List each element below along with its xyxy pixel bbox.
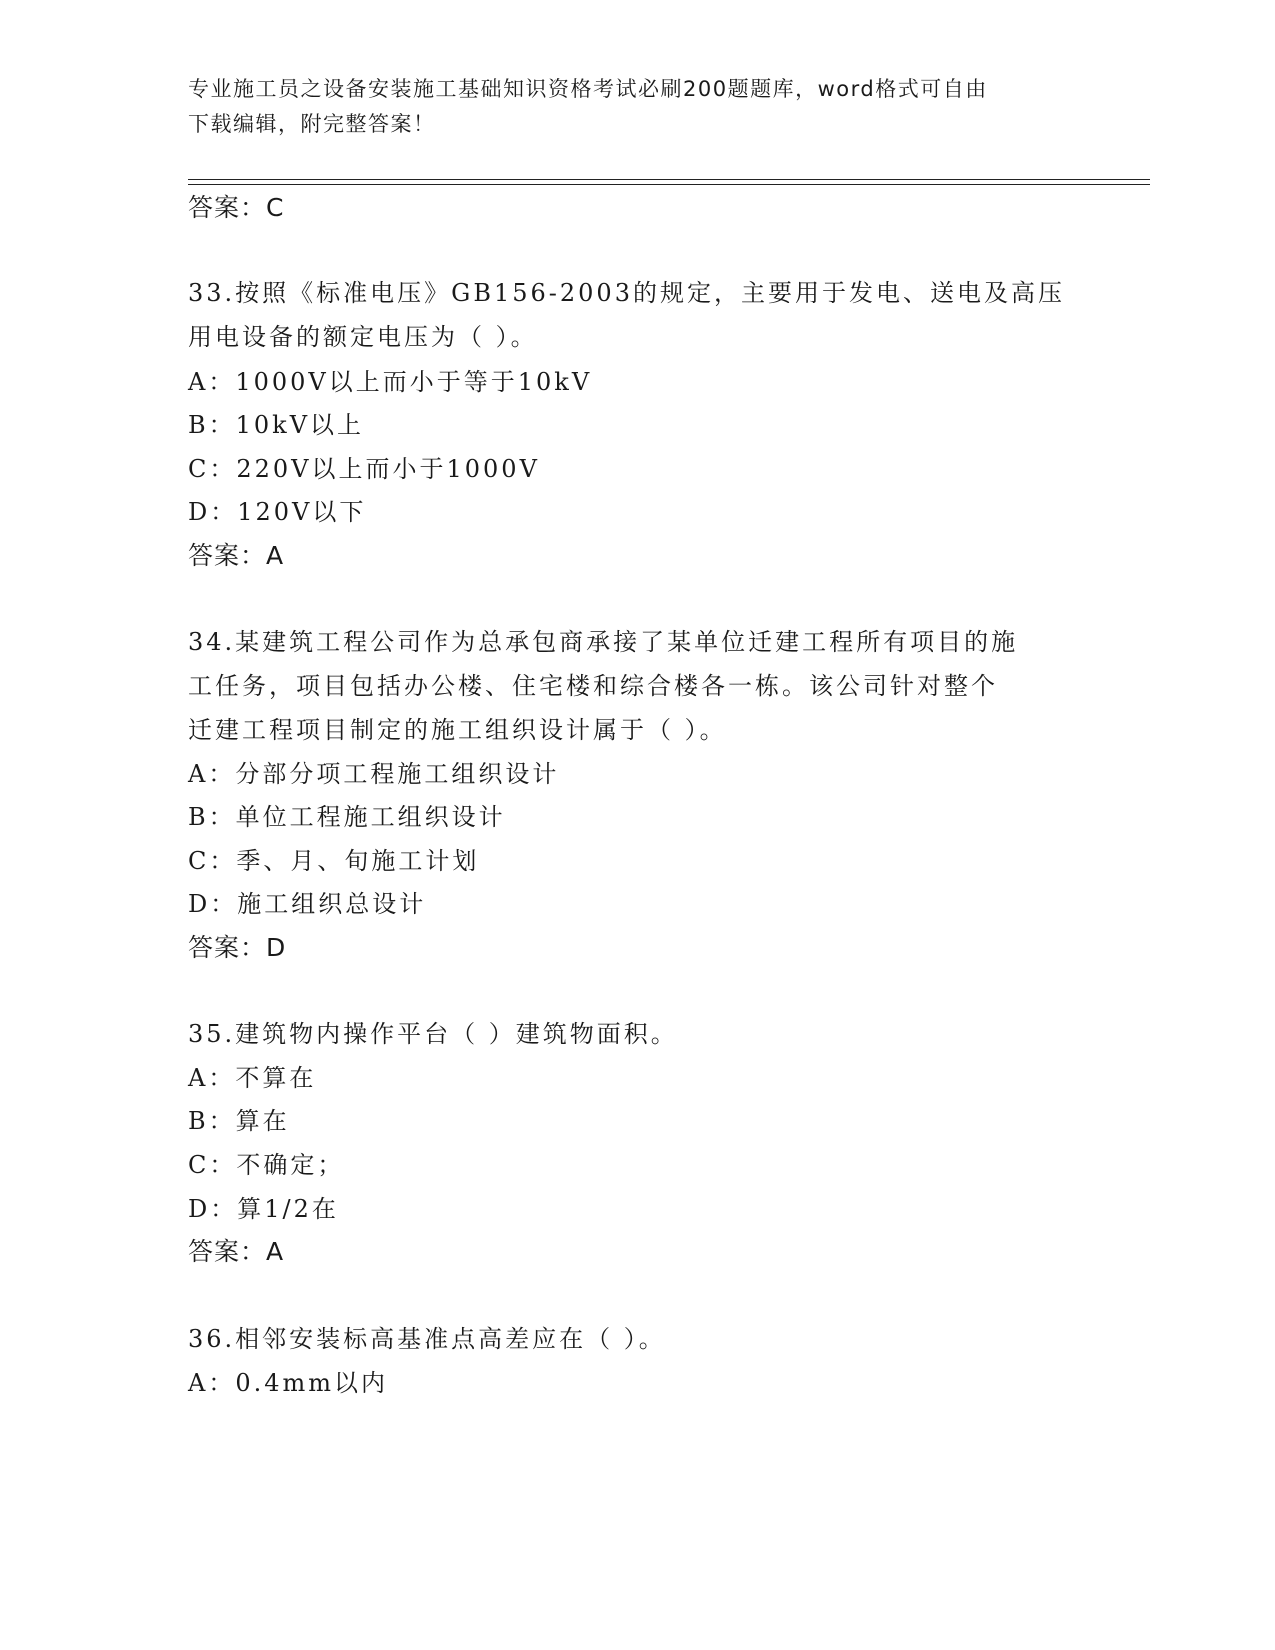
question-33-option-b: B：10kV以上 (188, 411, 365, 439)
question-34-stem-line-2: 工任务，项目包括办公楼、住宅楼和综合楼各一栋。该公司针对整个 (188, 672, 998, 700)
question-35-option-c: C：不确定； (188, 1151, 345, 1179)
question-34-option-a: A：分部分项工程施工组织设计 (188, 760, 560, 788)
header-line-1: 专业施工员之设备安装施工基础知识资格考试必刷200题题库，word格式可自由 (188, 77, 988, 101)
question-34-option-c: C：季、月、旬施工计划 (188, 847, 480, 875)
question-33-option-c: C：220V以上而小于1000V (188, 455, 540, 483)
question-34-option-b: B：单位工程施工组织设计 (188, 803, 506, 831)
question-33-stem-line-1: 33.按照《标准电压》GB156-2003的规定，主要用于发电、送电及高压 (188, 279, 1065, 307)
document-header (188, 72, 1088, 142)
question-33-option-a: A：1000V以上而小于等于10kV (188, 368, 593, 396)
header-line-2: 下载编辑，附完整答案！ (188, 112, 436, 136)
question-33-answer: 答案：A (188, 541, 285, 570)
question-34-option-d: D：施工组织总设计 (188, 890, 427, 918)
question-35-option-a: A：不算在 (188, 1064, 317, 1092)
header-rule-bottom (188, 184, 1150, 185)
question-35-option-b: B：算在 (188, 1107, 290, 1135)
question-36-option-a: A：0.4mm以内 (188, 1369, 389, 1397)
question-35-option-d: D：算1/2在 (188, 1195, 339, 1223)
previous-answer: 答案：C (188, 193, 285, 222)
question-34-stem-line-1: 34.某建筑工程公司作为总承包商承接了某单位迁建工程所有项目的施 (188, 628, 1019, 656)
question-33-option-d: D：120V以下 (188, 498, 367, 526)
question-35-stem-line-1: 35.建筑物内操作平台（ ）建筑物面积。 (188, 1020, 678, 1048)
question-35-answer: 答案：A (188, 1237, 285, 1266)
question-34-answer: 答案：D (188, 933, 287, 962)
header-rule-top (188, 179, 1150, 180)
question-34-stem-line-3: 迁建工程项目制定的施工组织设计属于（ ）。 (188, 716, 727, 744)
question-33-stem-line-2: 用电设备的额定电压为（ ）。 (188, 323, 538, 351)
question-36-stem-line-1: 36.相邻安装标高基准点高差应在（ ）。 (188, 1325, 666, 1353)
